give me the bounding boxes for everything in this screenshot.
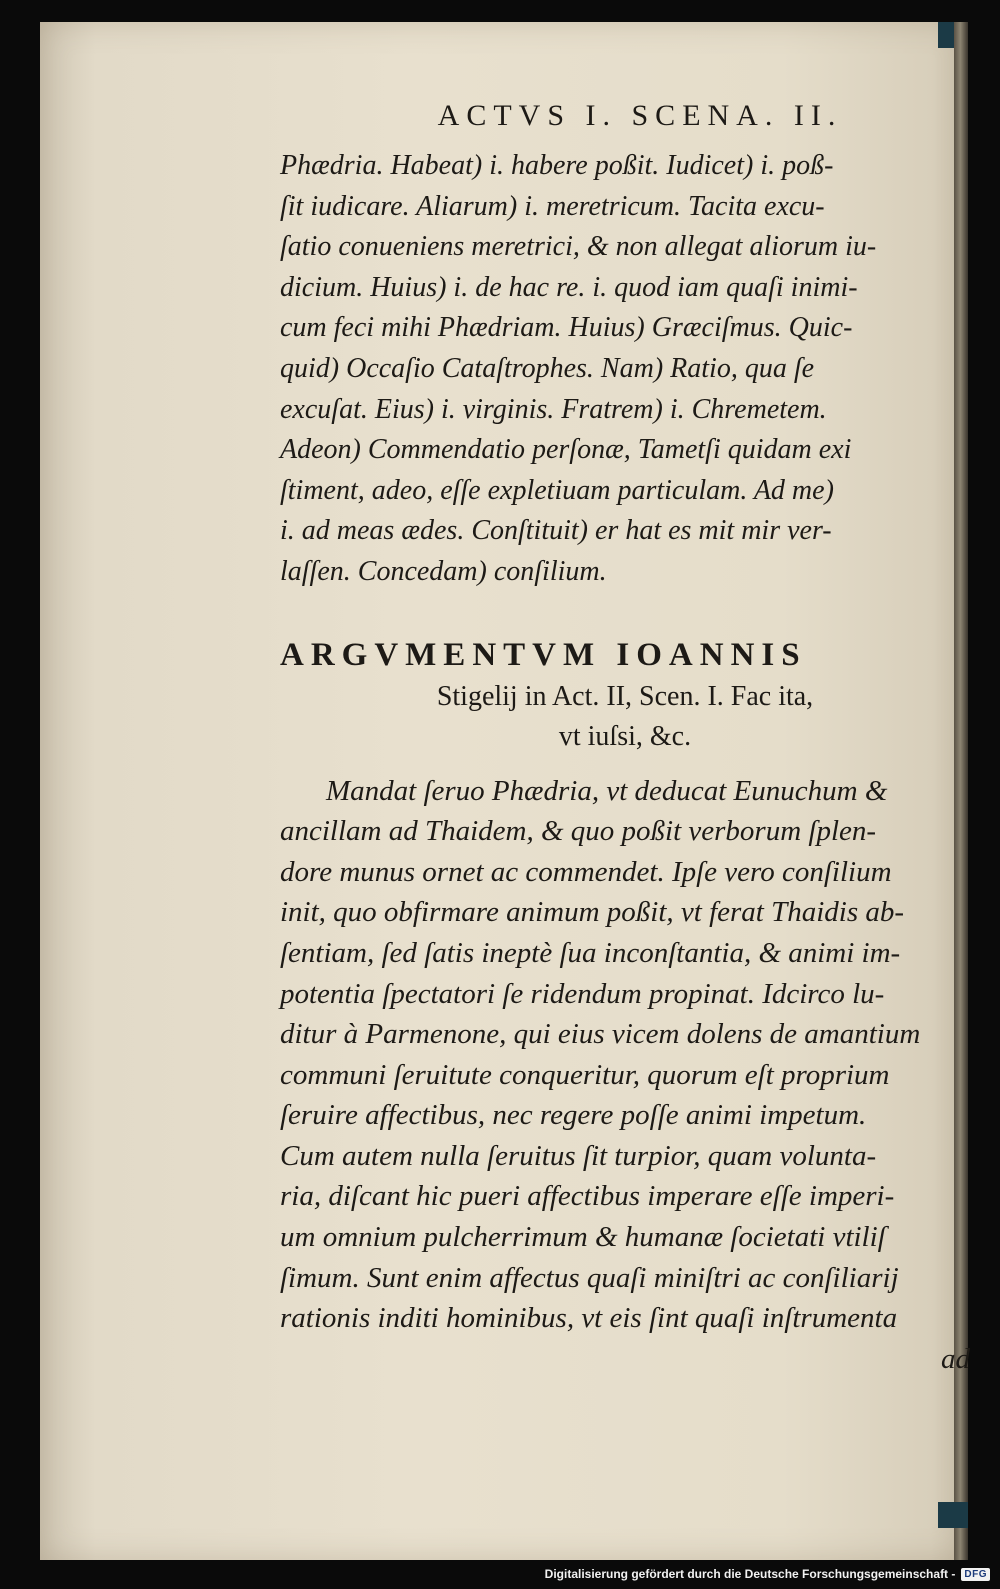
argument-line: ancillam ad Thaidem, & quo poßit verborum ſplen- — [280, 815, 877, 848]
argument-line: init, quo obfirmare animum poßit, vt ferat Thaidis ab- — [280, 896, 905, 929]
commentary-line: ſtiment, adeo, eſſe expletiuam particulam. Ad me) — [280, 474, 834, 506]
argument-subtitle: Stigelij in Act. II, Scen. I. Fac ita, — [436, 680, 814, 712]
page-text-block — [280, 94, 970, 1379]
footer-credit — [545, 1565, 990, 1583]
commentary-line: dicium. Huius) i. de hac re. i. quod iam quaſi inimi- — [280, 271, 858, 303]
commentary-line: Phædria. Habeat) i. habere poßit. Iudicet) i. poß- — [280, 150, 834, 181]
argument-line: potentia ſpectatori ſe ridendum propinat. Idcirco lu- — [280, 977, 885, 1010]
commentary-line: ſatio conueniens meretrici, & non allegat aliorum iu- — [280, 231, 877, 263]
commentary-line: cum feci mihi Phædriam. Huius) Græciſmus. Quic- — [280, 312, 853, 344]
commentary-line: laſſen. Concedam) conſilium. — [280, 555, 607, 587]
argument-line: ſentiam, ſed ſatis ineptè ſua inconſtantia, & animi im- — [280, 936, 901, 969]
dfg-logo: DFG — [961, 1568, 990, 1581]
argument-line: dore munus ornet ac commendet. Ipſe vero conſilium — [280, 855, 892, 888]
commentary-block — [280, 146, 970, 593]
argument-line: ditur à Parmenone, qui eius vicem dolens de amantium — [280, 1018, 921, 1051]
commentary-line: ſit iudicare. Aliarum) i. meretricum. Tacita excu- — [280, 190, 825, 222]
catchword: ad — [941, 1342, 970, 1375]
argument-title: ARGVMENTVM IOANNIS — [280, 636, 807, 673]
commentary-line: quid) Occaſio Cataſtrophes. Nam) Ratio, qua ſe — [280, 352, 815, 384]
argument-block — [280, 771, 970, 1380]
commentary-line: excuſat. Eius) i. virginis. Fratrem) i. Chremetem. — [280, 393, 827, 425]
commentary-line: i. ad meas ædes. Conſtituit) er hat es mit mir ver- — [280, 515, 832, 547]
argument-line: ſeruire affectibus, nec regere poſſe animi impetum. — [280, 1099, 867, 1132]
argument-line: communi ſeruitute conqueritur, quorum eſt proprium — [280, 1058, 890, 1091]
argument-line: rationis inditi hominibus, vt eis ſint quaſi inſtrumenta — [280, 1302, 898, 1335]
argument-line: um omnium pulcherrimum & humanæ ſocietati vtiliſ — [280, 1221, 886, 1254]
argument-line: Mandat ſeruo Phædria, vt deducat Eunuchum & — [326, 774, 888, 807]
footer-credit-text: Digitalisierung gefördert durch die Deutsche Forschungsgemeinschaft - — [544, 1567, 956, 1581]
argument-subtitle: vt iuſsi, &c. — [558, 720, 692, 752]
argument-line: Cum autem nulla ſeruitus ſit turpior, quam volunta- — [280, 1139, 877, 1172]
book-page — [40, 22, 968, 1560]
binding-edge-bottom — [938, 1502, 968, 1528]
argument-line: ſimum. Sunt enim affectus quaſi miniſtri ac conſiliarij — [280, 1261, 899, 1294]
running-head: ACTVS I. SCENA. II. — [437, 99, 843, 132]
commentary-line: Adeon) Commendatio perſonæ, Tametſi quidam exi — [280, 434, 852, 466]
argument-line: ria, diſcant hic pueri affectibus imperare eſſe imperi- — [280, 1180, 895, 1213]
